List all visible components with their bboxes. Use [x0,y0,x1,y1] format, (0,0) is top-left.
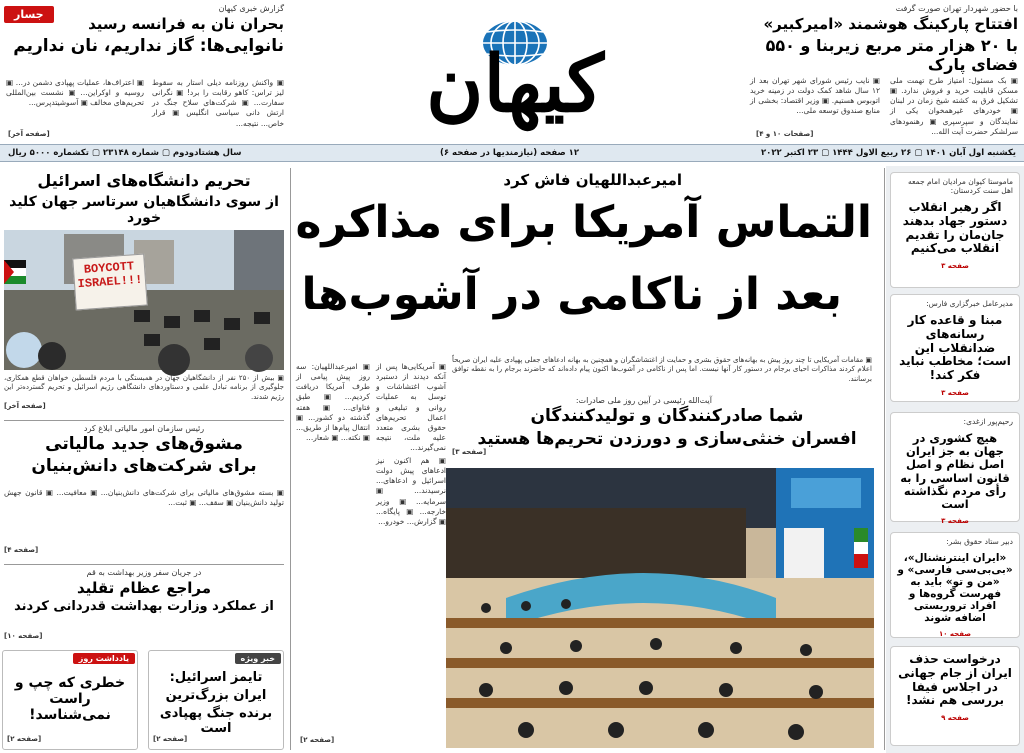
sidebar-box-4 [890,532,1020,638]
left-story-3 [4,568,284,646]
box-a-headline: خطری که چپ و راست نمی‌شناسد! [14,675,126,724]
date-line: یکشنبه اول آبان ۱۴۰۱ ▢ ۲۶ ربیع الاول ۱۴۴۴ ▢ ۲۳ اکتبر ۲۰۲۲ [760,148,1016,158]
boycott-photo [4,230,284,370]
left3-headline-2: از عملکرد وزارت بهداشت قدردانی کردند [14,599,274,615]
sidebar-ref-2: صفحه ۳ [941,388,969,397]
second-kicker: آیت‌الله رئیسی در آیین روز ملی صادرات: [575,396,712,405]
box-a-ref: [صفحه ۲] [7,735,42,743]
left1-ref: [صفحه آخر] [4,402,46,410]
top-right-ref: [صفحات ۱۰ و ۴] [756,130,814,138]
top-right-col-2: ▣ نایب رئیس شورای شهر تهران بعد از ۱۲ سال شاهد کمک دولت در زمینه خرید اتوبوس هستیم. ▣ وزیر اقتصاد: بخشی از منابع صندوق توسعه ملی... [750,76,880,116]
conference-photo [446,468,874,748]
left1-caption: ▣ بیش از ۲۵۰ نفر از دانشگاهیان جهان در همبستگی با مردم فلسطین خواهان قطع همکاری، جلوگیری از برنامه تبادل علمی و دستاوردهای دانشگاهی رژیم اسرائیل و تحریم گسترده‌تر این رژیم شدند. [4,374,284,401]
sidebar-ref-1: صفحه ۳ [941,262,969,271]
left1-headline-2: از سوی دانشگاهیان سرتاسر جهان کلید خورد [9,194,279,227]
top-right-kicker: با حضور شهردار تهران صورت گرفت [895,4,1018,13]
top-left-teaser [4,4,288,142]
sidebar-ref-5: صفحه ۹ [941,714,969,723]
top-right-col-1: ▣ بک مسئول: امتیاز طرح تهمت ملی مسکن قابلیت خرید و فروش ندارد. ▣ تشکیل فرق به کشته شیخ زمان در لبنان ▣ خودرهای غیرهمخوان یکی از نمایندگان و سپرسپری ▣ رهنمودهای سرلشکر حضرت آیت الله... [890,76,1018,136]
sidebar-ref-3: صفحه ۳ [941,517,969,526]
box-b-headline-2: ایران بزرگ‌ترین [165,688,267,703]
second-story [452,396,882,464]
left-divider-2 [4,564,284,565]
top-left-kicker: گزارش خبری کیهان [218,4,284,13]
sidebar-kicker-4: دبیر ستاد حقوق بشر: [946,537,1013,546]
sidebar-headline-2: مبنا و قاعده کار رسانه‌های ضدانقلاب این است؛ مخاطب نباید فکر کند! [899,313,1011,383]
lead-col-a: ▣ آمریکایی‌ها پس از آنکه دیدند از دستبرد آشوب اغتشاشات و توسل به عملیات روانی و تبلیغی و اعمال تحریم‌های حقوق بشری متعدد علیه ملت، نتیجه نمی‌گیرند... [376,362,446,452]
left1-headline-1: تحریم دانشگاه‌های اسرائیل [37,171,251,190]
top-left-ref: [صفحه آخر] [8,130,50,138]
top-right-headline-2: با ۲۰ هزار متر مربع زیربنا و ۵۵۰ فضای پارک [765,36,1018,74]
lead-summary: ▣ مقامات آمریکایی تا چند روز پیش به بهانه‌های حقوق بشری و حمایت از اغتشاشگران و همچنین به بهانه ادعاهای جعلی پهپادی علیه ایران صریحاً اعلام کردند مذاکرات احیای برجام در دستور کار آنها نیست. اما پس از ناکامی در آشوب‌ها اکنون پیام داده‌اند که حاضرند برجام را به نقطه توافق برسانند. [452,356,872,383]
left-story-2 [4,424,284,560]
second-ref: [صفحه ۳] [452,448,487,456]
box-b-tag: خبر ویژه [235,653,281,664]
top-right-teaser [748,4,1018,142]
left2-text: ▣ بسته مشوق‌های مالیاتی برای شرکت‌های دانش‌بنیان... ▣ معافیت... ▣ قانون جهش تولید دانش‌بنیان ▣ سقف... ▣ ثبت... [4,488,284,508]
left2-headline-2: برای شرکت‌های دانش‌بنیان [31,455,257,476]
conference-hall-image [446,468,874,748]
col-rule-left [290,168,291,750]
left-story-1 [4,172,284,416]
sidebar-headline-4: «ایران اینترنشنال»، «بی‌بی‌سی فارسی» و «من و تو» باید به فهرست گروه‌ها و افراد تروریستی اضافه شوند [897,552,1013,625]
sidebar-headline-1: اگر رهبر انقلاب دستور جهاد بدهند جان‌مان را تقدیم انقلاب می‌کنیم [902,200,1008,256]
box-daily-note [2,650,138,750]
top-left-col-2: ▣ اعتراف‌ها، عملیات پهپادی دشمن در... ▣ روسیه و اوکراین... ▣ نشست بین‌المللی تحریم‌های مخالف ▣ آسوشیتدپرس... [6,78,144,108]
box-a-tag: یادداشت روز [73,653,135,664]
top-left-col-1: ▣ واکنش روزنامه دیلی استار به سقوط لیز تراس: کاهو رقابت را برد! ▣ نگرانی سفارت... ▣ شرکت‌های سلاح جنگ در ارتش دانی سیاسی انگلیس ▣ قرار خاص... نتیجه... [152,78,284,128]
year-line: سال هشتادودوم ▢ شماره ۲۳۱۴۸ ▢ تکشماره ۵۰۰۰ ریال [8,148,242,158]
sidebar-box-3 [890,412,1020,526]
boycott-sign: BOYCOTT ISRAEL!!! [72,254,147,311]
sidebar-ref-4: صفحه ۱۰ [938,630,972,639]
sidebar-kicker-3: رحیم‌پور ازغدی: [963,417,1013,426]
box-special-news [148,650,284,750]
left2-ref: [صفحه ۴] [4,546,39,554]
sidebar-headline-5: درخواست حذف ایران از جام جهانی در اجلاس فیفا بررسی هم نشد! [898,652,1012,708]
sidebar-box-5 [890,646,1020,746]
left2-kicker: رئیس سازمان امور مالیاتی ابلاغ کرد [83,424,205,433]
box-b-headline-1: تایمز اسرائیل: [169,670,263,685]
box-b-ref: [صفحه ۲] [153,735,188,743]
lead-headline-1: التماس آمریکا برای مذاکره [295,197,872,248]
sidebar-kicker-2: مدیرعامل خبرگزاری فارس: [926,299,1013,308]
top-left-headline-1: بحران نان به فرانسه رسید [88,15,284,33]
pages-line: ۱۲ صفحه (نیازمندیها در صفحه ۶) [440,148,580,158]
left3-kicker: در جریان سفر وزیر بهداشت به قم [86,568,202,577]
sidebar-box-2 [890,294,1020,402]
box-b-headline-3: برنده جنگ پهپادی است [159,706,273,736]
lead-col-b: ▣ امیرعبداللهیان: سه روز پیش پیامی از طرف آمریکا دریافت کردیم... ▣ طبق فتاوای... ▣ هفته گذشته دو کشور... ▣ انتقال پیام‌ها از طریق... ▣ نکته... ▣ شعار... [296,362,370,442]
lead-col-c: ▣ هم اکنون نیز ادعاهای پیش دولت اسرائیل و ادعاهای... نرسیدند... ▣ سرمایه... ▣ وزیر خارجه... ▣ پایگاه... ▣ گزارش... خودرو... [376,456,446,526]
left2-headline-1: مشوق‌های جدید مالیاتی [45,434,243,454]
lead-headline-2: بعد از ناکامی در آشوب‌ها [301,269,842,320]
logo-text: کیهان [426,39,604,130]
top-left-headline-2: نانوایی‌ها: گاز نداریم، نان نداریم [13,36,284,57]
sidebar-kicker-1: ماموستا کیوان مرادیان امام جمعه اهل سنت کردستان: [908,177,1013,195]
top-right-headline-1: افتتاح پارکینگ هوشمند «امیرکبیر» [763,15,1018,33]
second-headline-2: افسران خنثی‌سازی و دورزدن تحریم‌ها هستید [477,428,857,449]
sidebar-box-1 [890,172,1020,288]
second-headline-1: شما صادرکنندگان و تولیدکنندگان [530,406,804,426]
lead-ref: [صفحه ۲] [300,736,335,744]
masthead-logo [360,18,670,128]
top-left-tag: جسار [4,6,54,23]
col-rule-right [884,168,885,750]
date-band [0,144,1024,162]
left-divider-1 [4,420,284,421]
left3-headline-1: مراجع عظام تقلید [76,579,212,597]
lead-kicker: امیرعبداللهیان فاش کرد [503,171,682,189]
sidebar-headline-3: هیچ کشوری در جهان به جز ایران اصل نظام و اصل قانون اساسی را به رأی مردم نگذاشته است [900,431,1010,512]
left3-ref: [صفحه ۱۰] [4,632,43,640]
